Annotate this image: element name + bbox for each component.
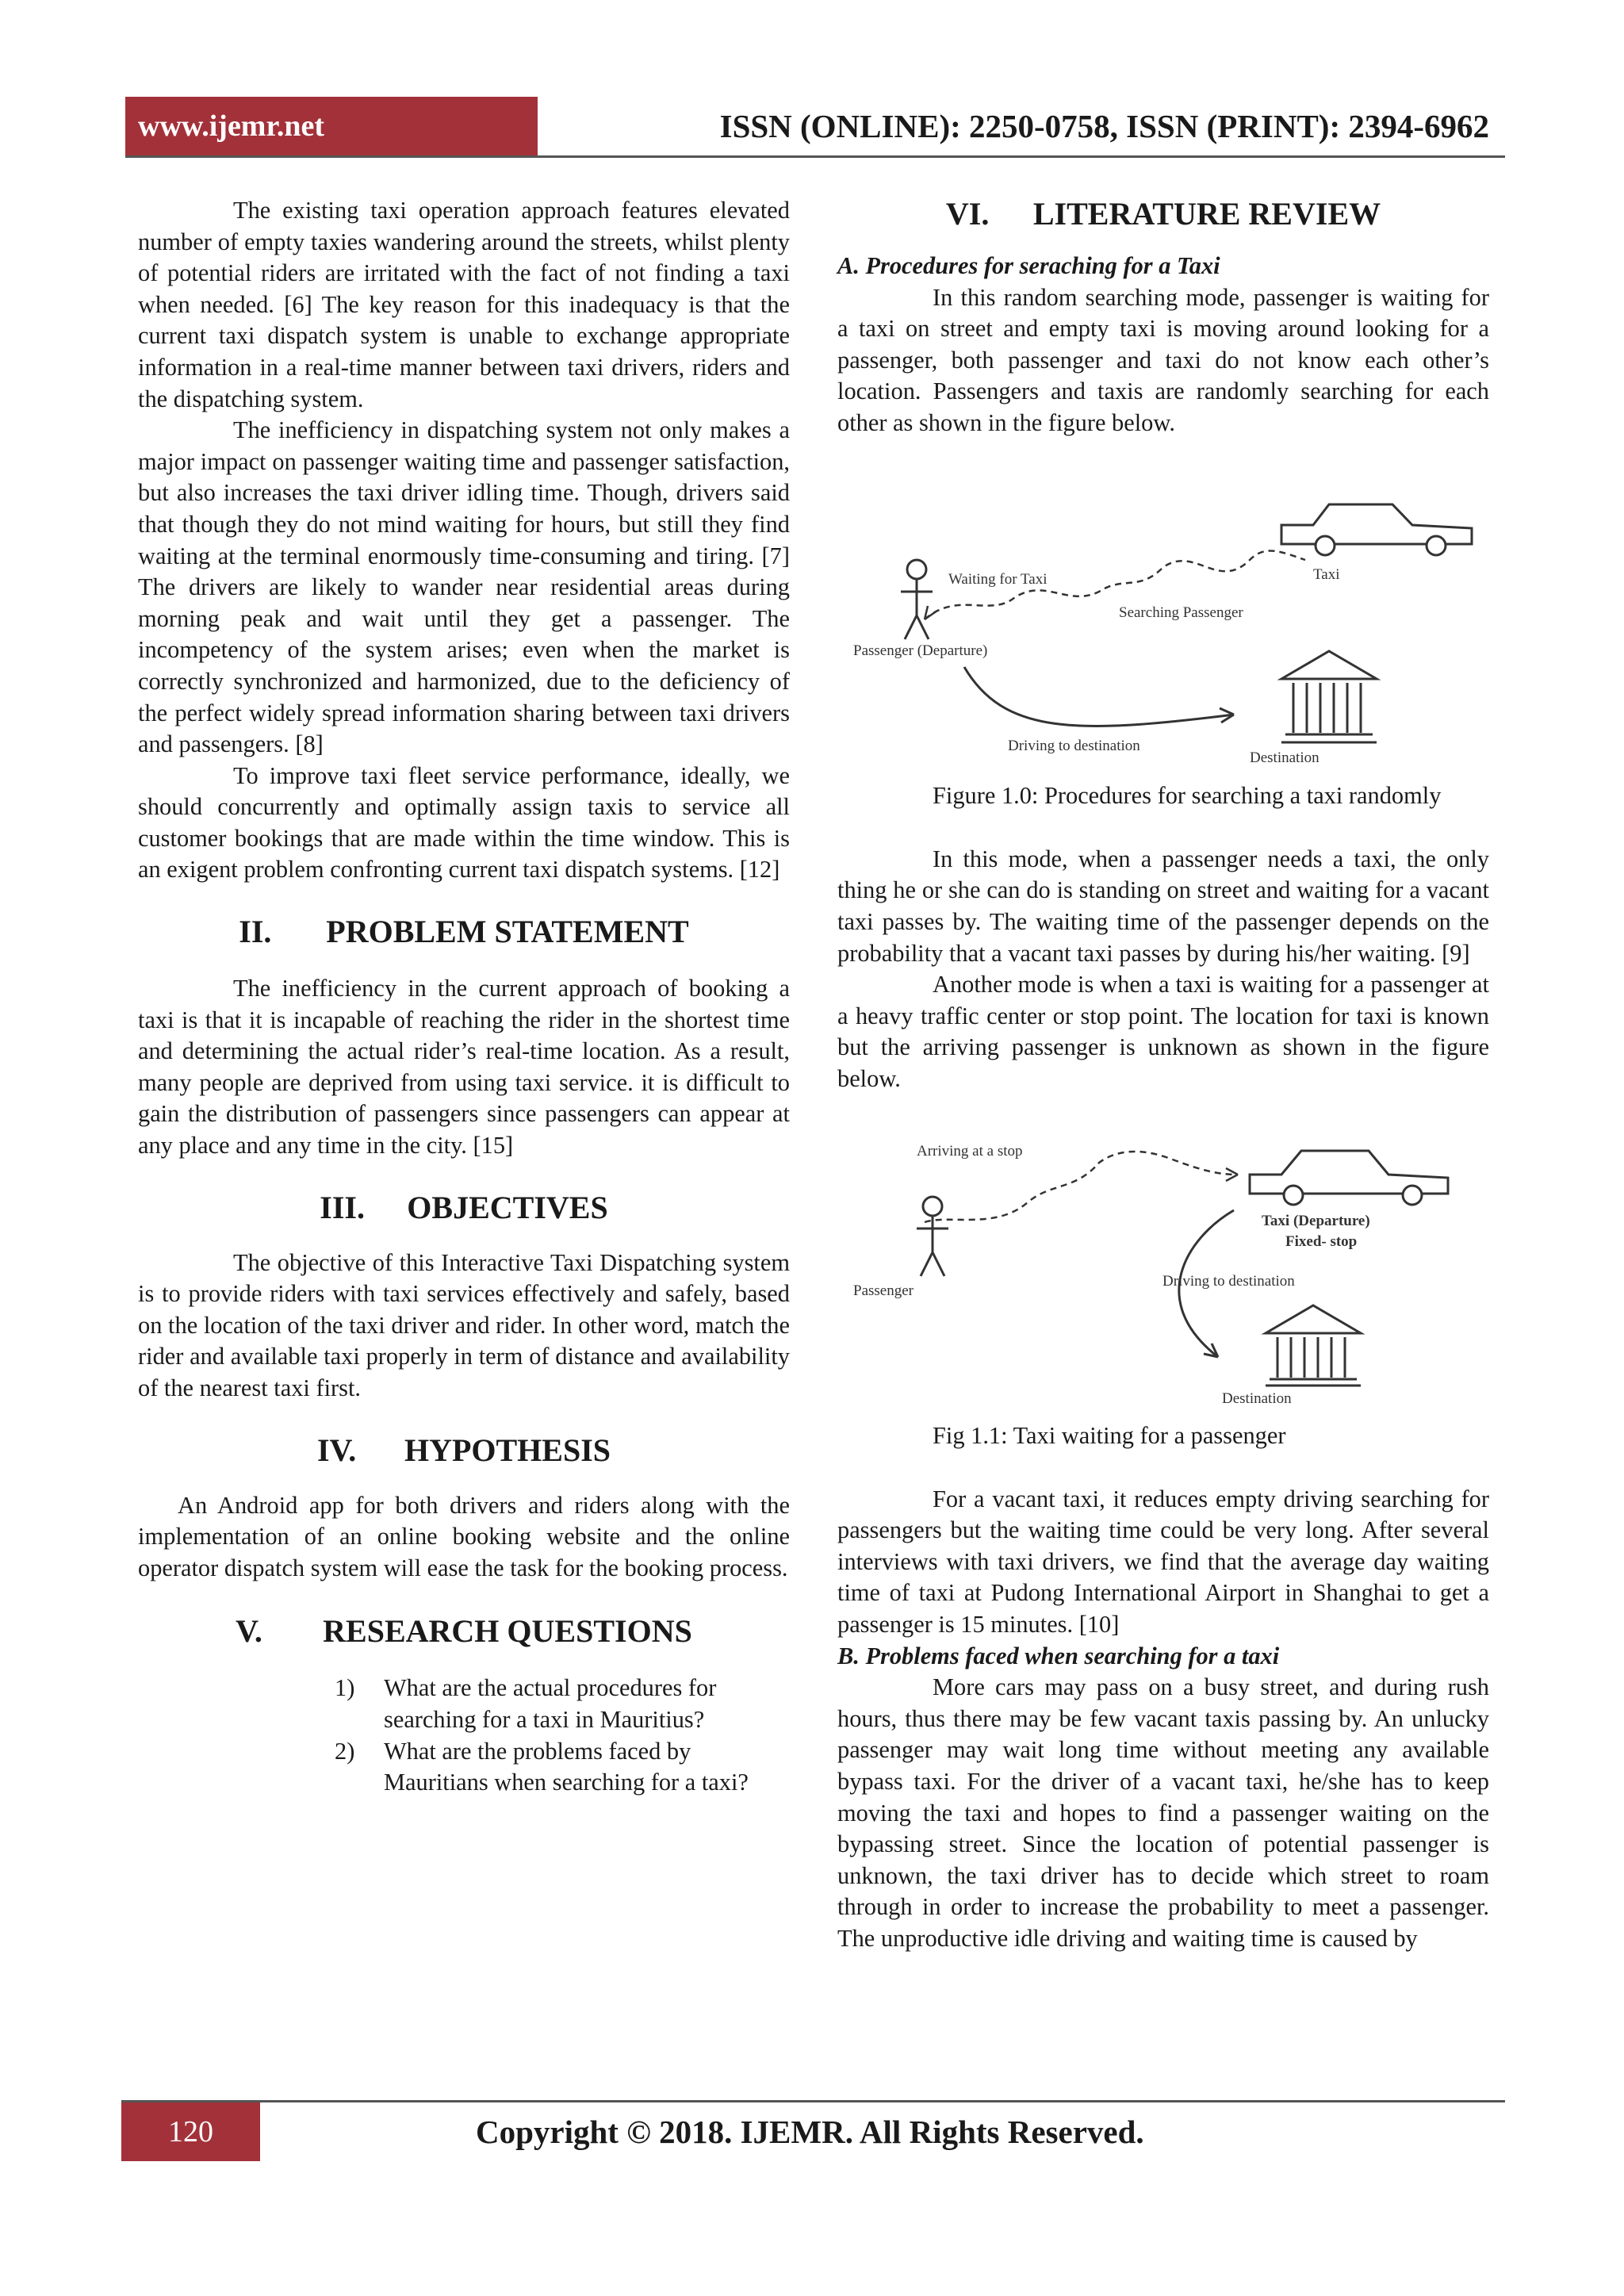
section-title: OBJECTIVES xyxy=(407,1189,608,1225)
problem-statement-paragraph: The inefficiency in the current approach of booking a taxi is that it is incapable of reaching the rider in the shortest time and determining the actual rider’s real-time location. As a result, many people are deprived from using taxi service. it is difficult to gain the distribution of passengers since passengers can appear at any place and any time in the city. [15] xyxy=(138,975,790,1159)
intro-paragraph-3: To improve taxi fleet service performance, ideally, we should concurrently and optimally assign taxis to service all customer bookings that are made within the time window. This is an exigent problem confronting current taxi dispatch systems. [12] xyxy=(138,761,790,884)
passenger-icon xyxy=(917,1197,948,1276)
section-number: VI. xyxy=(945,196,990,232)
subsection-heading-a: A. Procedures for seraching for a Taxi xyxy=(837,252,1220,279)
section-number: II. xyxy=(239,914,272,950)
driving-arrow xyxy=(964,667,1234,726)
label-driving-to-destination: Driving to destination xyxy=(1008,737,1140,754)
figure-caption-1: Figure 1.0: Procedures for searching a taxi randomly xyxy=(933,782,1442,810)
list-item-text: What are the problems faced by Mauritians when searching for a taxi? xyxy=(384,1737,749,1796)
label-destination: Destination xyxy=(1222,1389,1292,1405)
taxi-car-icon xyxy=(1250,1151,1448,1205)
literature-paragraph-1: In this random searching mode, passenger is waiting for a taxi on street and empty taxi is moving around looking for a passenger, both passenger and taxi do not know each other’s location. Passengers and taxis are randomly searching for each other as shown in the figure below. xyxy=(837,283,1489,436)
list-item xyxy=(138,1673,756,1735)
destination-building-icon xyxy=(1281,651,1377,742)
passenger-icon xyxy=(901,560,933,639)
subsection-heading-b: B. Problems faced when searching for a taxi xyxy=(837,1642,1280,1669)
label-searching-passenger: Searching Passenger xyxy=(1119,604,1243,621)
section-heading-literature-review xyxy=(837,195,1489,233)
label-driving-to-destination: Driving to destination xyxy=(1162,1272,1295,1290)
taxi-car-icon xyxy=(1281,504,1472,555)
list-item-number: 2) xyxy=(335,1737,355,1765)
figure-random-search-diagram xyxy=(837,481,1489,766)
list-item-text: What are the actual procedures for searching for a taxi in Mauritius? xyxy=(384,1674,717,1733)
label-taxi-departure: Taxi (Departure) xyxy=(1262,1212,1370,1229)
label-arriving-at-a-stop: Arriving at a stop xyxy=(917,1142,1023,1159)
intro-paragraph-2: The inefficiency in dispatching system not only makes a major impact on passenger waiting time and passenger satisfaction, but also increases the taxi driver idling time. Though, drivers said that though they do not mind waiting for hours, but still they find waiting at the terminal enormously time-consuming and tiring. [7] The drivers are likely to wander near residential areas during morning peak and wait until they get a passenger. The incompetency of the system arises; even when the market is correctly synchronized and harmonized, due to the deficiency of the perfect widely spread information sharing between taxi drivers and passengers. [8] xyxy=(138,416,790,758)
list-item xyxy=(138,1736,756,1799)
literature-paragraph-2: In this mode, when a passenger needs a taxi, the only thing he or she can do is standing on street and waiting for a vacant taxi passes by. The waiting time of the passenger depends on the probability that a vacant taxi passes by during his/her waiting. [9] xyxy=(837,845,1489,967)
journal-website: www.ijemr.net xyxy=(125,97,538,155)
figure-random-search xyxy=(837,481,1489,812)
destination-building-icon xyxy=(1266,1305,1361,1386)
section-title: LITERATURE REVIEW xyxy=(1032,196,1381,232)
label-passenger-departure: Passenger (Departure) xyxy=(853,642,988,659)
issn-line: ISSN (ONLINE): 2250-0758, ISSN (PRINT): 2394-6962 xyxy=(719,108,1489,144)
intro-paragraph-1: The existing taxi operation approach features elevated number of empty taxies wandering around the streets, whilst plenty of potential riders are irritated with the fact of not finding a taxi when needed. [6] The key reason for this inadequacy is that the current taxi dispatch system is unable to exchange appropriate information in a real-time manner between taxi drivers, riders and the dispatching system. xyxy=(138,197,790,412)
problems-paragraph: More cars may pass on a busy street, and during rush hours, thus there may be few vacant taxis passing by. An unlucky passenger may wait long time without meeting any available bypass taxi. For the driver of a vacant taxi, he/she has to keep moving the taxi and hopes to find a passenger waiting on the bypassing street. Since the location of potential passenger is unknown, the taxi driver has to decide which street to roam through in order to increase the probability to meet a passenger. The unproductive idle driving and waiting time is caused by xyxy=(837,1673,1489,1952)
figure-taxi-waiting-diagram xyxy=(837,1127,1489,1405)
research-questions-list xyxy=(138,1673,790,1798)
label-fixed-stop: Fixed- stop xyxy=(1285,1232,1358,1250)
section-title: RESEARCH QUESTIONS xyxy=(323,1613,692,1650)
hypothesis-paragraph: An Android app for both drivers and riders along with the implementation of an online booking website and the online operator dispatch system will ease the task for the booking process. xyxy=(138,1491,790,1581)
header-rule xyxy=(125,155,1505,158)
page-number: 120 xyxy=(121,2102,260,2161)
section-heading-problem-statement xyxy=(138,913,790,951)
list-item-number: 1) xyxy=(335,1674,355,1702)
section-number: V. xyxy=(236,1613,262,1650)
right-column xyxy=(837,195,1489,1955)
label-waiting-for-taxi: Waiting for Taxi xyxy=(948,570,1048,588)
copyright-notice: Copyright © 2018. IJEMR. All Rights Reserved. xyxy=(476,2114,1144,2150)
section-number: IV. xyxy=(316,1432,357,1468)
section-heading-objectives xyxy=(138,1189,790,1227)
searching-arrowhead xyxy=(925,606,937,619)
section-title: PROBLEM STATEMENT xyxy=(326,914,689,950)
figure-caption-2: Fig 1.1: Taxi waiting for a passenger xyxy=(933,1422,1286,1450)
literature-paragraph-3: Another mode is when a taxi is waiting for a passenger at a heavy traffic center or stop point. The location for taxi is known but the arriving passenger is unknown as shown in the figure below. xyxy=(837,971,1489,1092)
label-destination: Destination xyxy=(1250,749,1320,766)
section-number: III. xyxy=(320,1189,365,1225)
objectives-paragraph: The objective of this Interactive Taxi Dispatching system is to provide riders with taxi services effectively and safely, based on the location of the taxi driver and rider. In other word, match the rider and available taxi properly in term of distance and availability of the nearest taxi first. xyxy=(138,1248,790,1401)
left-column xyxy=(138,195,790,1799)
literature-paragraph-4: For a vacant taxi, it reduces empty driving searching for passengers but the waiting time could be very long. After several interviews with taxi drivers, we find that the average day waiting time of taxi at Pudong International Airport in Shanghai to get a passenger is 15 minutes. [10] xyxy=(837,1485,1489,1639)
arrival-path xyxy=(925,1151,1238,1221)
figure-taxi-waiting xyxy=(837,1127,1489,1452)
label-passenger: Passenger xyxy=(853,1282,914,1299)
section-title: HYPOTHESIS xyxy=(404,1432,611,1468)
section-heading-hypothesis xyxy=(138,1432,790,1470)
section-heading-research-questions xyxy=(138,1612,790,1650)
label-taxi: Taxi xyxy=(1313,565,1340,583)
